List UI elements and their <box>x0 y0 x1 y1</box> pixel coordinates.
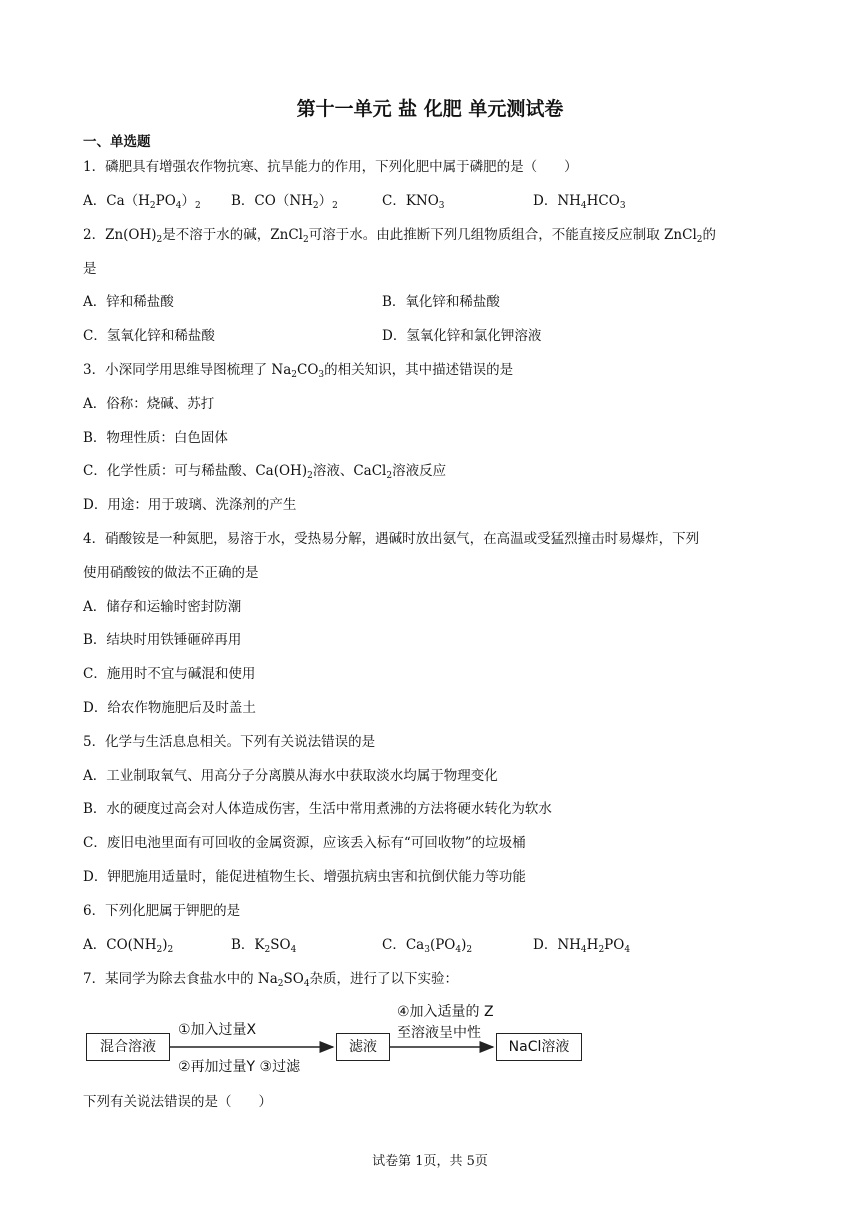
question-7-stem: 7．某同学为除去食盐水中的 $Na_2SO_4$杂质，进行了以下实验： <box>83 971 459 989</box>
question-3-option-c: C．化学性质：可与稀盐酸、$Ca(OH)_2$溶液、CaCl$_2$溶液反应 <box>83 463 447 481</box>
question-6-option-b: B．$K_2SO_4$ <box>231 937 297 955</box>
flow-step-4-line2: 至溶液呈中性 <box>397 1025 481 1041</box>
question-2-option-c: C．氢氧化锌和稀盐酸 <box>83 328 215 344</box>
question-4-option-c: C．施用时不宜与碱混和使用 <box>83 666 256 682</box>
page-title: 第十一单元 盐 化肥 单元测试卷 <box>296 98 564 120</box>
question-1-option-b: B．$CO(NH_2)_2$ <box>231 193 338 211</box>
question-3-option-b: B．物理性质：白色固体 <box>83 430 228 446</box>
question-1-option-d: D．$NH_4HCO_3$ <box>533 193 626 211</box>
flow-step-4-line1: ④加入适量的 Z <box>397 1004 494 1020</box>
question-4-option-a: A．储存和运输时密封防潮 <box>83 599 242 615</box>
question-4-stem-cont: 使用硝酸铵的做法不正确的是 <box>83 565 259 581</box>
question-4-stem: 4．硝酸铵是一种氮肥，易溶于水，受热易分解，遇碱时放出氨气，在高温或受猛烈撞击时易爆炸，下列 <box>83 531 700 547</box>
question-2-option-a: A．锌和稀盐酸 <box>83 294 174 310</box>
question-3-option-a: A．俗称：烧碱、苏打 <box>83 396 215 412</box>
question-1-stem: 1．磷肥具有增强农作物抗寒、抗旱能力的作用，下列化肥中属于磷肥的是（ ） <box>83 159 578 175</box>
question-1-option-a: A．$Ca(H_2PO_4)_2$ <box>83 193 201 211</box>
question-3-stem: 3．小深同学用思维导图梳理了 $Na_2CO_3$的相关知识，其中描述错误的是 <box>83 362 514 380</box>
question-4-option-b: B．结块时用铁锤砸碎再用 <box>83 632 242 648</box>
page-footer: 试卷第 1页，共 5页 <box>372 1154 488 1169</box>
question-5-option-c: C．废旧电池里面有可回收的金属资源，应该丢入标有“可回收物”的垃圾桶 <box>83 835 526 851</box>
question-6-option-c: C．$Ca_3(PO_4)_2$ <box>382 937 473 955</box>
flow-step-2-3: ②再加过量Y ③过滤 <box>178 1059 301 1075</box>
flow-box-filtrate: 滤液 <box>336 1033 390 1061</box>
question-5-stem: 5．化学与生活息息相关。下列有关说法错误的是 <box>83 734 376 750</box>
question-2-stem-cont: 是 <box>83 261 97 277</box>
question-3-option-d: D．用途：用于玻璃、洗涤剂的产生 <box>83 497 297 513</box>
question-4-option-d: D．给农作物施肥后及时盖土 <box>83 700 256 716</box>
question-2-option-d: D．氢氧化锌和氯化钾溶液 <box>382 328 542 344</box>
question-5-option-b: B．水的硬度过高会对人体造成伤害，生活中常用煮沸的方法将硬水转化为软水 <box>83 801 552 817</box>
question-5-option-a: A．工业制取氧气、用高分子分离膜从海水中获取淡水均属于物理变化 <box>83 768 498 784</box>
question-7-prompt: 下列有关说法错误的是（ ） <box>83 1094 272 1110</box>
question-2-stem: 2．$Zn(OH)_2$是不溶于水的碱，ZnCl$_2$可溶于水。由此推断下列几组物质组合，不能直接反应制取 ZnCl$_2$的 <box>83 227 716 245</box>
question-2-option-b: B．氧化锌和稀盐酸 <box>382 294 500 310</box>
question-6-stem: 6．下列化肥属于钾肥的是 <box>83 903 241 919</box>
question-6-option-a: A．$CO(NH_2)_2$ <box>83 937 174 955</box>
flow-box-nacl-solution: NaCl溶液 <box>496 1033 582 1061</box>
flow-step-1: ①加入过量X <box>178 1022 257 1038</box>
question-5-option-d: D．钾肥施用适量时，能促进植物生长、增强抗病虫害和抗倒伏能力等功能 <box>83 869 526 885</box>
question-6-option-d: D．$NH_4H_2PO_4$ <box>533 937 631 955</box>
flow-box-mixed-solution: 混合溶液 <box>86 1033 170 1061</box>
section-heading: 一、单选题 <box>83 134 151 150</box>
question-1-option-c: C．$KNO_3$ <box>382 193 445 211</box>
